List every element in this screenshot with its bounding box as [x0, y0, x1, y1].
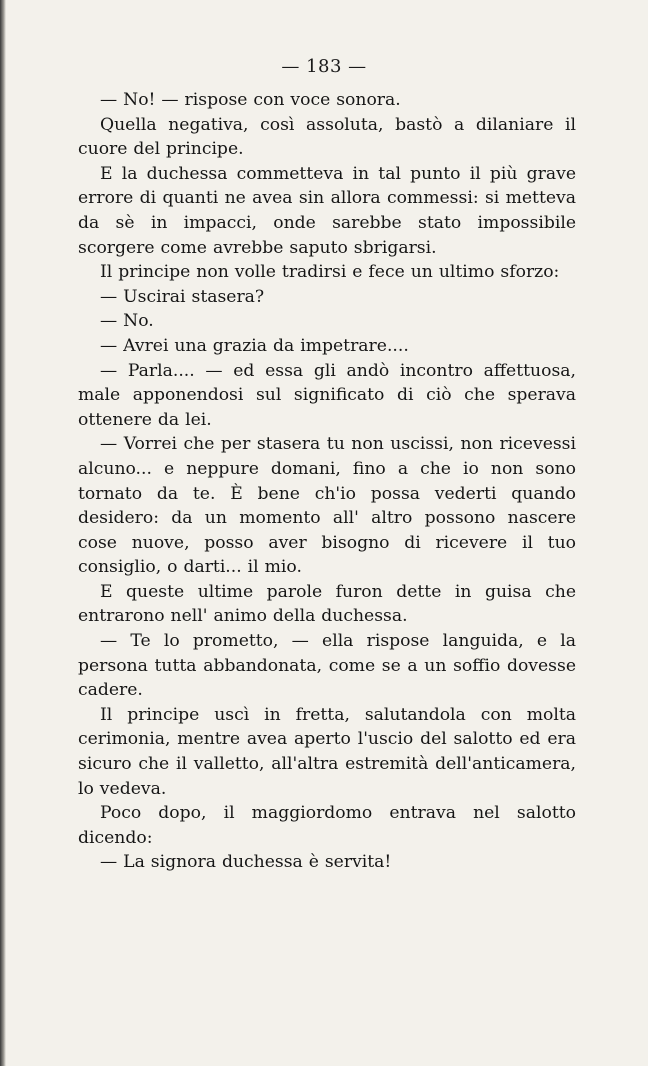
paragraph: — No. [100, 311, 154, 332]
paragraph: Il principe uscì in fretta, salutandola con molta cerimonia, mentre avea aperto l'uscio del salotto ed era sicuro che il valletto, all'altra estremità dell'anticamera, lo vedeva. [78, 704, 576, 799]
paragraph: Poco dopo, il maggiordomo entrava nel salotto dicendo: [78, 803, 576, 848]
paragraph: — La signora duchessa è servita! [100, 852, 392, 873]
paragraph: — No! — rispose con voce sonora. [100, 90, 401, 110]
paragraph: — Parla.... — ed essa gli andò incontro affettuosa, male apponendosi sul significato di ciò che sperava ottenere da lei. [78, 360, 576, 430]
paragraph: E la duchessa commetteva in tal punto il più grave errore di quanti ne avea sin allora commessi: si metteva da sè in impacci, onde sarebbe stato impossibile scorgere come avrebbe saputo sbrigarsi. [78, 163, 576, 258]
paragraph: — Te lo prometto, — ella rispose languida, e la persona tutta abbandonata, come se a un soffio dovesse cadere. [78, 631, 576, 701]
body-text [78, 88, 576, 875]
paragraph: Il principe non volle tradirsi e fece un ultimo sforzo: [100, 262, 560, 283]
paragraph: — Vorrei che per stasera tu non uscissi, non ricevessi alcuno... e neppure domani, fino a che io non sono tornato da te. È bene ch'io possa vederti quando desidero: da un momento all' altro possono nascere cose nuove, posso aver bisogno di ricevere il tuo consiglio, o darti... il mio. [78, 434, 576, 578]
paragraph: E queste ultime parole furon dette in guisa che entrarono nell' animo della duchessa. [78, 581, 576, 627]
page-number: — 183 — [281, 56, 367, 77]
paragraph: Quella negativa, così assoluta, bastò a dilaniare il cuore del principe. [78, 114, 576, 160]
paragraph: — Uscirai stasera? [100, 286, 265, 307]
paragraph: — Avrei una grazia da impetrare.... [100, 335, 409, 356]
